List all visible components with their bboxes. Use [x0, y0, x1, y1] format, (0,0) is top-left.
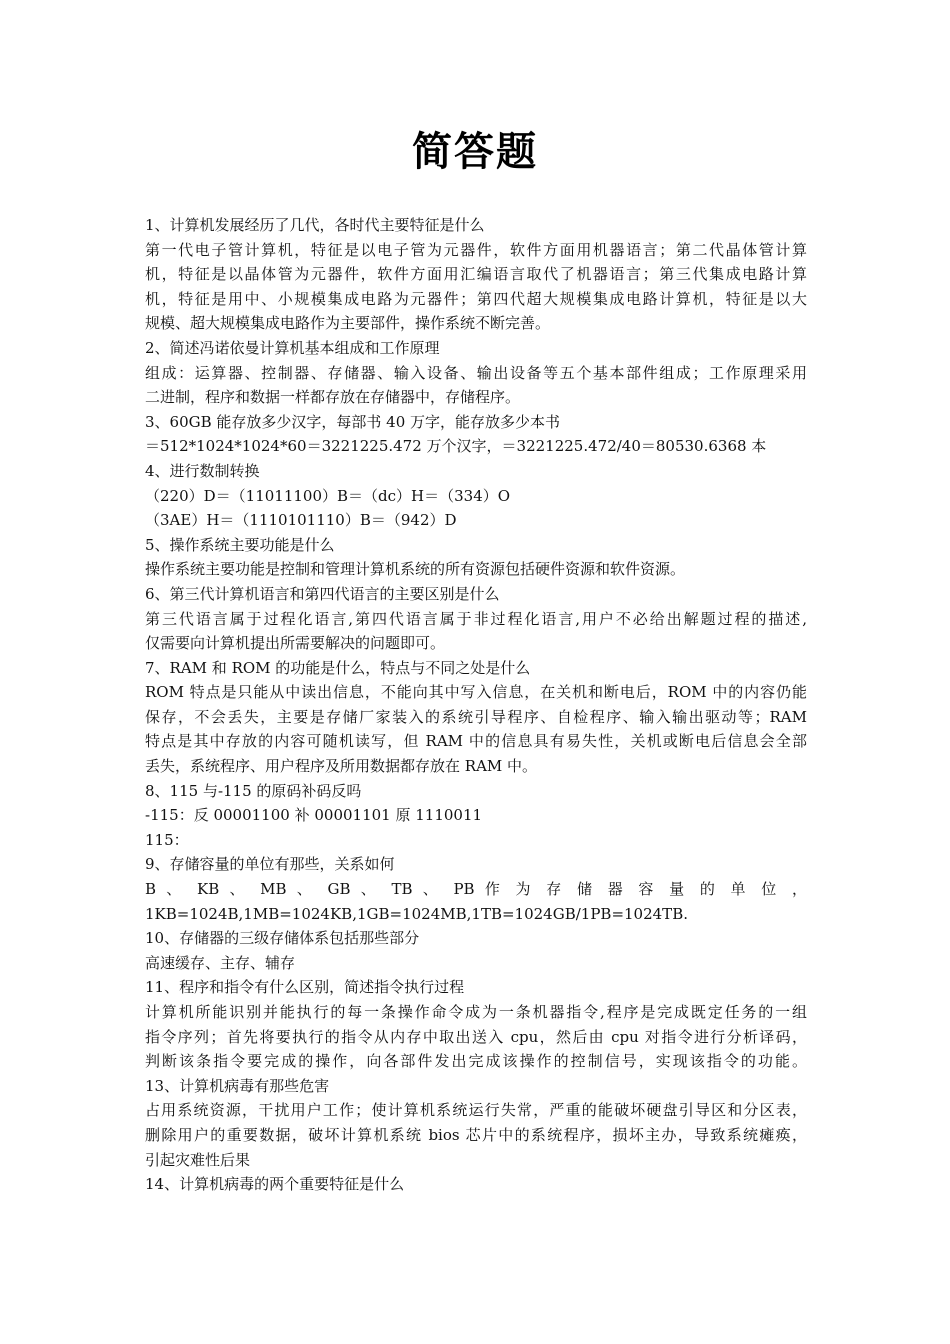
answer-line: 丢失，系统程序、用户程序及所用数据都存放在 RAM 中。 — [145, 757, 538, 776]
answer-line: 判断该条指令要完成的操作，向各部件发出完成该操作的控制信号，实现该指令的功能。 — [145, 1052, 807, 1071]
answer-line: 仅需要向计算机提出所需要解决的问题即可。 — [145, 634, 446, 653]
question-heading: 3、60GB 能存放多少汉字，每部书 40 万字，能存放多少本书 — [145, 412, 561, 431]
answer-line: 组成：运算器、控制器、存储器、输入设备、输出设备等五个基本部件组成；工作原理采用 — [145, 363, 807, 382]
answer-line: 特点是其中存放的内容可随机读写，但 RAM 中的信息具有易失性，关机或断电后信息会全部 — [145, 732, 807, 751]
document-body — [145, 213, 807, 1197]
answer-line: 占用系统资源，干扰用户工作；使计算机系统运行失常，严重的能破坏硬盘引导区和分区表， — [145, 1101, 807, 1120]
question-heading: 2、简述冯诺依曼计算机基本组成和工作原理 — [145, 338, 440, 357]
answer-line: B 、 KB 、 MB 、 GB 、 TB 、 PB 作 为 存 储 器 容 量 的 单 位 ， — [145, 880, 807, 899]
question-heading: 4、进行数制转换 — [145, 461, 260, 480]
question-heading: 14、计算机病毒的两个重要特征是什么 — [145, 1175, 405, 1194]
answer-line: 高速缓存、主存、辅存 — [145, 953, 296, 972]
answer-line: 引起灾难性后果 — [145, 1150, 251, 1169]
answer-line: （3AE）H＝（1110101110）B＝（942）D — [145, 511, 457, 530]
answer-line: 计算机所能识别并能执行的每一条操作命令成为一条机器指令,程序是完成既定任务的一组 — [145, 1003, 807, 1021]
question-heading: 8、115 与-115 的原码补码反吗 — [145, 781, 362, 800]
question-heading: 6、第三代计算机语言和第四代语言的主要区别是什么 — [145, 584, 500, 603]
answer-line: ＝512*1024*1024*60＝3221225.472 万个汉字，＝3221225.472/40＝80530.6368 本 — [145, 437, 767, 456]
question-heading: 7、RAM 和 ROM 的功能是什么，特点与不同之处是什么 — [145, 658, 531, 677]
answer-line: 操作系统主要功能是控制和管理计算机系统的所有资源包括硬件资源和软件资源。 — [145, 560, 686, 579]
question-heading: 1、计算机发展经历了几代，各时代主要特征是什么 — [145, 216, 485, 234]
answer-line: 规模、超大规模集成电路作为主要部件，操作系统不断完善。 — [145, 314, 551, 333]
answer-line: 二进制，程序和数据一样都存放在存储器中，存储程序。 — [145, 388, 521, 407]
answer-line: 1KB=1024B,1MB=1024KB,1GB=1024MB,1TB=1024GB/1PB=1024TB. — [145, 904, 688, 923]
answer-line: 第三代语言属于过程化语言,第四代语言属于非过程化语言,用户不必给出解题过程的描述, — [145, 609, 807, 628]
question-heading: 5、操作系统主要功能是什么 — [145, 535, 335, 554]
question-heading: 10、存储器的三级存储体系包括那些部分 — [145, 929, 420, 948]
question-heading: 11、程序和指令有什么区别，简述指令执行过程 — [145, 978, 465, 997]
answer-line: ROM 特点是只能从中读出信息，不能向其中写入信息，在关机和断电后，ROM 中的内容仍能 — [145, 683, 807, 702]
answer-line: 删除用户的重要数据，破坏计算机系统 bios 芯片中的系统程序，损坏主办，导致系统瘫痪， — [145, 1125, 807, 1144]
question-heading: 13、计算机病毒有那些危害 — [145, 1076, 330, 1095]
page-title: 简答题 — [412, 129, 538, 175]
answer-line: 机，特征是以晶体管为元器件，软件方面用汇编语言取代了机器语言；第三代集成电路计算 — [145, 265, 807, 284]
answer-line: 115： — [145, 830, 189, 849]
answer-line: -115：反 00001100 补 00001101 原 1110011 — [145, 806, 483, 825]
answer-line: 指令序列；首先将要执行的指令从内存中取出送入 cpu，然后由 cpu 对指令进行分析译码， — [145, 1027, 807, 1046]
answer-line: 保存，不会丢失，主要是存储厂家装入的系统引导程序、自检程序、输入输出驱动等；RAM — [145, 707, 807, 726]
question-heading: 9、存储容量的单位有那些，关系如何 — [145, 855, 395, 874]
answer-line: （220）D＝（11011100）B＝（dc）H＝（334）O — [145, 486, 511, 505]
answer-line: 第一代电子管计算机，特征是以电子管为元器件，软件方面用机器语言；第二代晶体管计算 — [145, 240, 807, 259]
answer-line: 机，特征是用中、小规模集成电路为元器件；第四代超大规模集成电路计算机，特征是以大 — [145, 289, 807, 308]
